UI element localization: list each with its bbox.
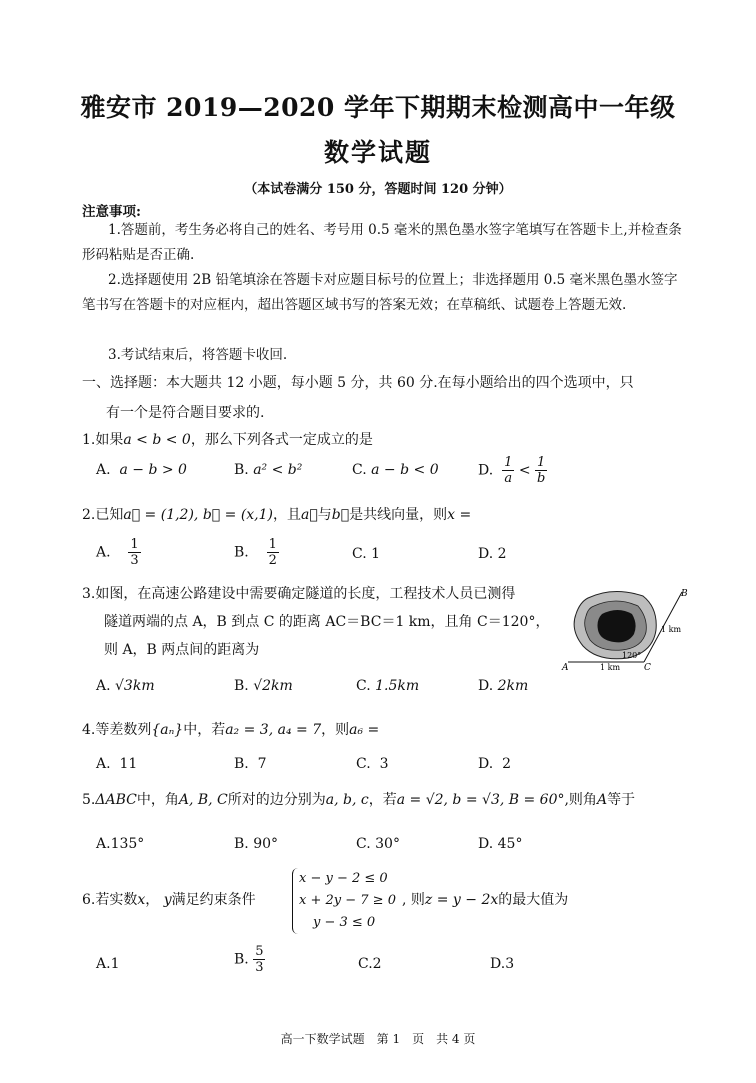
q5-option-b: B. 90° [234,836,279,852]
note-item-1: 1.答题前，考生务必将自己的姓名、考号用 0.5 毫米的黑色墨水签字笔填写在答题卡上,并检查条形码粘贴是否正确. [82,222,682,263]
label-c: C [644,663,651,672]
subject-title: 数学试题 [323,138,432,167]
q3-option-d: D. 2km [478,678,529,694]
tunnel-figure [558,586,688,672]
terrain-core [598,610,636,642]
q5-option-a: A.135° [96,836,145,852]
q6-option-d: D.3 [490,956,515,972]
note-item-2: 2.选择题使用 2B 铅笔填涂在答题卡对应题目标号的位置上；非选择题用 0.5 毫米黑色墨水签字笔书写在答题卡的对应框内，超出答题区域书写的答案无效；在草稿纸、试题卷上答题无效. [82,272,678,313]
q2-option-d: D. 2 [478,546,507,562]
section-heading-line1: 一、选择题：本大题共 12 小题，每小题 5 分，共 60 分.在每小题给出的四个选项中，只 [82,375,634,391]
q2-option-c: C. 1 [352,546,381,562]
q3-option-c: C. 1.5km [356,678,420,694]
constraint-system [292,868,396,934]
q3-option-a: A. √3km [96,678,155,694]
exam-subtitle: （本试卷满分 150 分，答题时间 120 分钟） [244,182,512,197]
constraint-1: x − y − 2 ≤ 0 [299,871,388,886]
q6-option-b: B. $\frac{5}{3}$ [234,944,264,975]
q5-option-c: C. 30° [356,836,400,852]
question-3-line3: 则 A，B 两点间的距离为 [104,642,260,658]
exam-title: 雅安市 2019—2020 学年下期期末检测高中一年级 [80,93,676,122]
label-side-ac: 1 km [600,663,621,672]
label-side-bc: 1 km [661,625,682,634]
q3-option-b: B. √2km [234,678,293,694]
q2-option-b: B. $\frac{1}{2}$ [234,537,277,568]
question-5-stem: 5.ΔABC中，角A, B, C所对的边分别为a, b, c，若a = √2, b = √3, B = 60°,则角A等于 [82,792,636,808]
label-angle: 120° [622,651,642,660]
q4-option-d: D. 2 [478,756,512,772]
question-6-stem-left: 6.若实数x， y满足约束条件 [82,892,256,908]
question-1-stem: 1.如果a < b < 0，那么下列各式一定成立的是 [82,432,373,448]
q1-option-a: A. a − b > 0 [96,462,187,478]
q4-option-c: C. 3 [356,756,389,772]
q6-option-c: C.2 [358,956,382,972]
q4-option-b: B. 7 [234,756,267,772]
constraint-2: x + 2y − 7 ≥ 0 [299,893,396,908]
q1-option-c: C. a − b < 0 [352,462,439,478]
q5-option-d: D. 45° [478,836,523,852]
q4-option-a: A. 11 [96,756,138,772]
q1-option-b: B. a² < b² [234,462,303,478]
notes-heading: 注意事项: [82,204,141,220]
section-heading-line2: 有一个是符合题目要求的. [106,405,265,421]
question-3-line1: 3.如图，在高速公路建设中需要确定隧道的长度，工程技术人员已测得 [82,586,516,602]
note-item-3: 3.考试结束后，将答题卡收回. [108,347,288,363]
label-a: A [562,663,569,672]
question-2-stem: 2.已知a⃗ = (1,2), b⃗ = (x,1)，且a⃗与b⃗是共线向量，则x = [82,507,472,523]
question-4-stem: 4.等差数列{aₙ}中，若a₂ = 3, a₄ = 7，则a₆ = [82,722,380,738]
q1-option-d: D. $\frac{1}{a}$ < $\frac{1}{b}$ [478,455,546,486]
label-b: B [681,589,688,599]
constraint-3: y − 3 ≤ 0 [313,915,376,930]
question-3-line2: 隧道两端的点 A，B 到点 C 的距离 AC＝BC＝1 km，且角 C＝120°， [104,614,550,630]
q6-option-a: A.1 [96,956,120,972]
page-footer: 高一下数学试题 第 1 页 共 4 页 [280,1032,476,1046]
question-6-stem-right: , 则z = y − 2x的最大值为 [402,892,569,908]
q2-option-a: A. $\frac{1}{3}$ [96,537,139,568]
